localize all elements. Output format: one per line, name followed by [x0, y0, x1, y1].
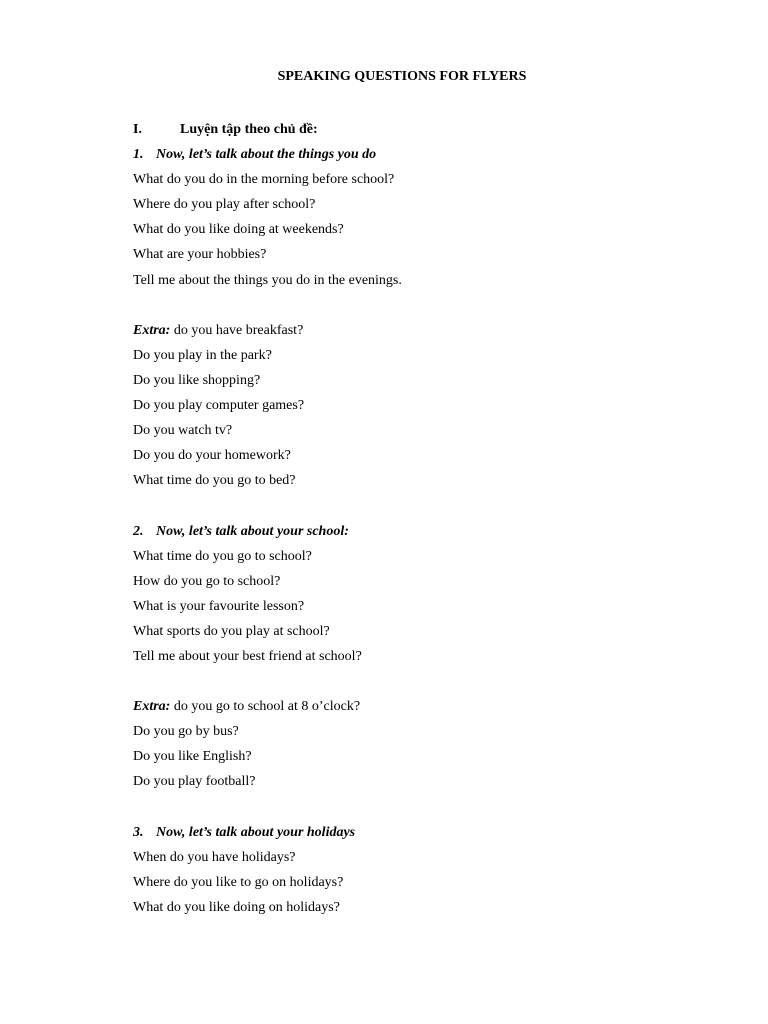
blank-line	[133, 493, 733, 518]
question-line: How do you go to school?	[133, 573, 281, 589]
question-line: Tell me about your best friend at school?	[133, 648, 362, 664]
part-heading	[133, 117, 733, 142]
question-line: Do you like shopping?	[133, 372, 261, 388]
part-number: I.	[133, 122, 142, 137]
blank-line	[133, 669, 733, 694]
section-number: 2.	[133, 523, 144, 539]
question-line: Do you play in the park?	[133, 347, 272, 363]
section-title: Now, let’s talk about the things you do	[156, 147, 377, 163]
blank-line	[133, 795, 733, 820]
question-line: What do you like doing on holidays?	[133, 899, 340, 915]
section-number: 1.	[133, 147, 144, 163]
extra-label: Extra:	[133, 322, 171, 338]
question-line: Do you like English?	[133, 749, 252, 765]
question-line: What do you like doing at weekends?	[133, 222, 344, 238]
part-title: Luyện tập theo chủ đề:	[180, 122, 318, 137]
extra-label: Extra:	[133, 699, 171, 715]
question-line: Do you play football?	[133, 774, 256, 790]
document-title: SPEAKING QUESTIONS FOR FLYERS	[277, 69, 527, 84]
extra-question: do you go to school at 8 o’clock?	[173, 699, 361, 715]
question-line: Do you do your homework?	[133, 448, 291, 464]
section-title: Now, let’s talk about your holidays	[156, 824, 356, 840]
question-line: Where do you play after school?	[133, 197, 316, 213]
document-body	[133, 117, 733, 920]
question-line: What time do you go to school?	[133, 548, 312, 564]
question-line: When do you have holidays?	[133, 849, 296, 865]
question-line: Where do you like to go on holidays?	[133, 874, 344, 890]
extra-line	[133, 318, 733, 343]
question-line: Do you go by bus?	[133, 724, 239, 740]
question-line: What is your favourite lesson?	[133, 598, 305, 614]
extra-line	[133, 694, 733, 719]
question-line: Tell me about the things you do in the evenings.	[133, 272, 402, 288]
question-line: Do you play computer games?	[133, 398, 305, 414]
section-heading	[133, 142, 733, 167]
section-number: 3.	[133, 824, 144, 840]
section-heading	[133, 519, 733, 544]
section-heading	[133, 820, 733, 845]
question-line: Do you watch tv?	[133, 423, 233, 439]
blank-line	[133, 293, 733, 318]
section-title: Now, let’s talk about your school:	[156, 523, 349, 539]
question-line: What are your hobbies?	[133, 247, 267, 263]
question-line: What sports do you play at school?	[133, 623, 330, 639]
extra-question: do you have breakfast?	[173, 322, 304, 338]
question-line: What time do you go to bed?	[133, 473, 296, 489]
question-line: What do you do in the morning before school?	[133, 172, 395, 188]
